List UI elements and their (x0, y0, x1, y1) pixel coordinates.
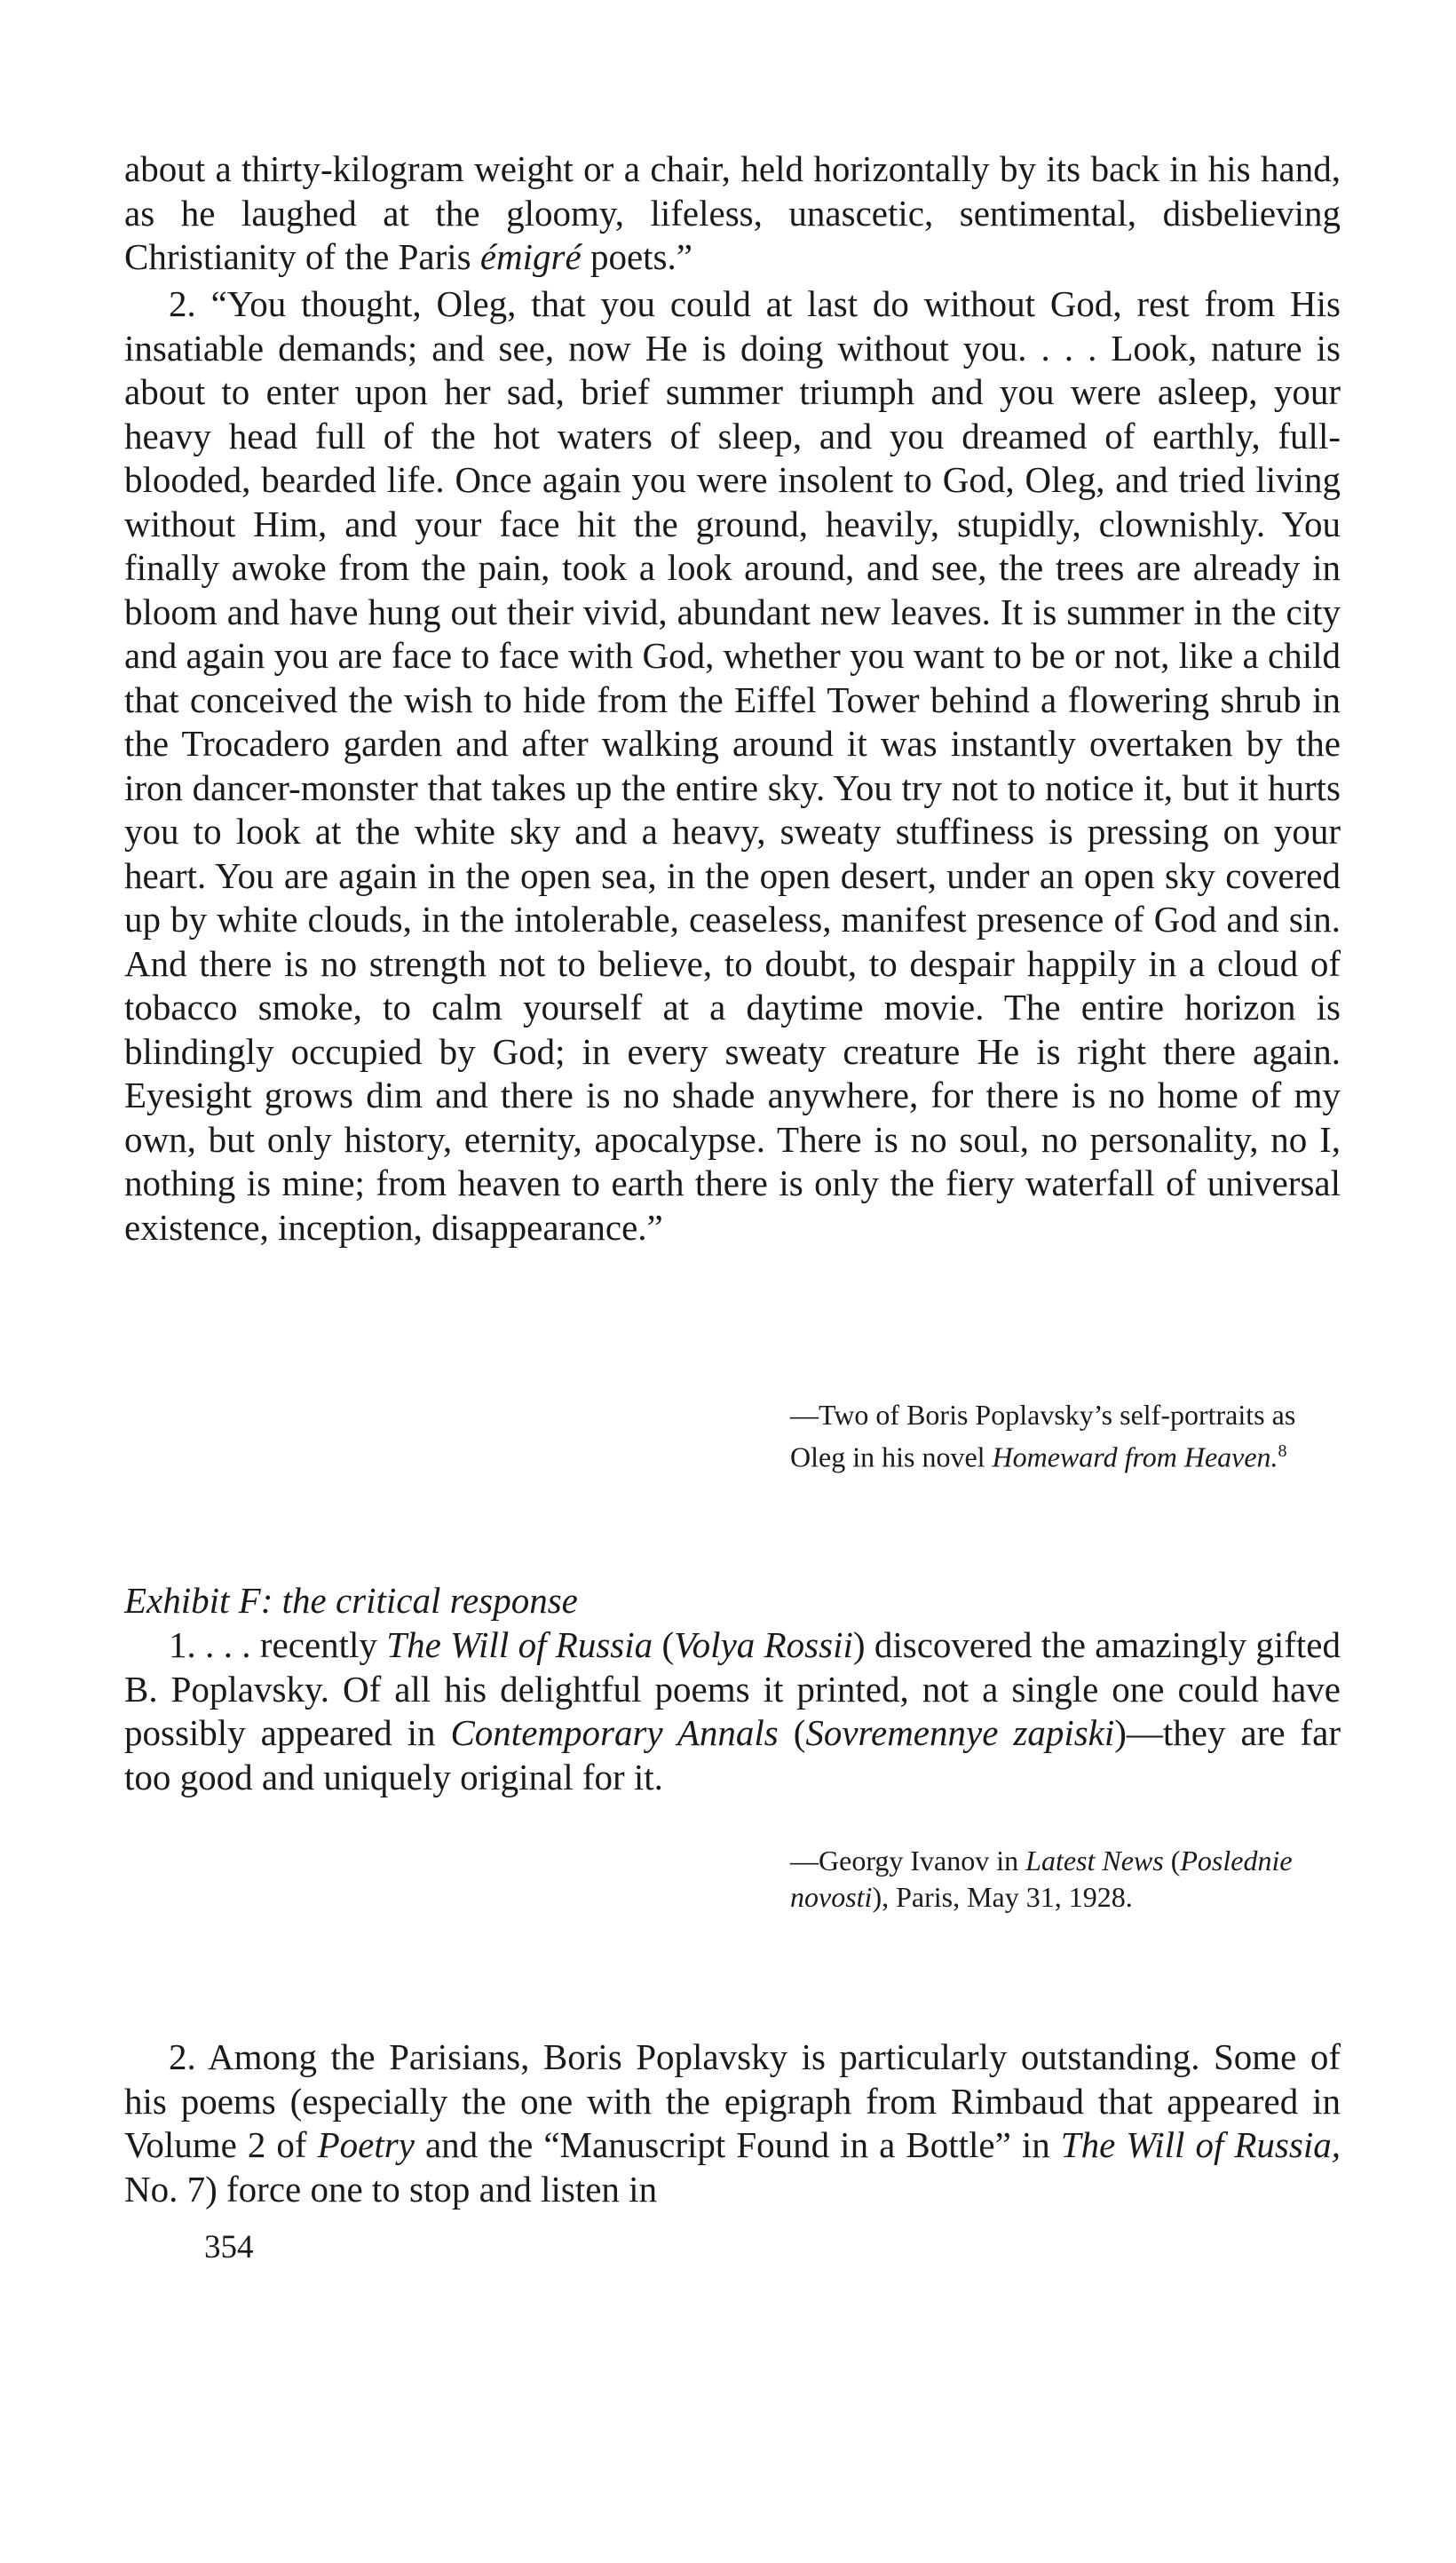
novel-title: Homeward from Heaven. (992, 1440, 1278, 1473)
exhibit-f-heading: Exhibit F: the critical response (124, 1580, 578, 1621)
attribution-text: —Georgy Ivanov in (790, 1845, 1026, 1877)
italic-word: émigré (479, 236, 582, 277)
newspaper-title-russian: Poslednie novosti (790, 1845, 1293, 1913)
item-text: 1. . . . recently (169, 1624, 387, 1665)
newspaper-title: Latest News (1025, 1845, 1164, 1877)
item-text: ( (653, 1624, 675, 1665)
critical-response-item-2 (124, 2035, 1341, 2211)
paragraph-oleg-quote-2: 2. “You thought, Oleg, that you could at last do without God, rest from His insatiable demands; and see, now He is doing without you. . . . Look, nature is about to enter upon her sad, brief summer triumph and you were asleep, your heavy head full of the hot waters of sleep, and you dreamed of earthly, full-blooded, bearded life. Once again you were insolent to God, Oleg, and tried living without Him, and your face hit the ground, heavily, stupidly, clownishly. You finally awoke from the pain, took a look around, and see, the trees are already in bloom and have hung out their vivid, abundant new leaves. It is summer in the city and again you are face to face with God, whether you want to be or not, like a child that conceived the wish to hide from the Eiffel Tower behind a flowering shrub in the Trocadero garden and after walking around it was instantly overtaken by the iron dancer-monster that takes up the entire sky. You try not to notice it, but it hurts you to look at the white sky and a heavy, sweaty stuffiness is pressing on your heart. You are again in the open sea, in the open desert, under an open sky covered up by white clouds, in the intolerable, ceaseless, manifest presence of God and sin. And there is no strength not to believe, to doubt, to despair happily in a cloud of tobacco smoke, to calm yourself at a daytime movie. The entire horizon is blindingly occupied by God; in every sweaty creature He is right there again. Eyesight grows dim and there is no shade anywhere, for there is no home of my own, but only history, eternity, apocalypse. There is no soul, no personality, no I, nothing is mine; from heaven to earth there is only the fiery waterfall of universal existence, inception, disappearance.” (124, 283, 1341, 1248)
item-text: and the “Manuscript Found in a Bottle” in (414, 2124, 1061, 2165)
item-text: No. 7) force one to stop and listen in (124, 2168, 658, 2210)
journal-title-russian: Volya Rossii (674, 1624, 853, 1665)
journal-title: Poetry (317, 2124, 415, 2165)
paragraph-text: poets.” (581, 236, 692, 277)
attribution-text: ), Paris, May 31, 1928. (872, 1881, 1133, 1913)
attribution-self-portraits (790, 1397, 1332, 1476)
attribution-ivanov (790, 1843, 1332, 1916)
journal-title: The Will of Russia, (1060, 2124, 1341, 2165)
item-text: )—they are far too good and uniquely original for it. (124, 1712, 1341, 1797)
journal-title-russian: Sovremennye zapiski (805, 1712, 1115, 1753)
journal-title: The Will of Russia (386, 1624, 653, 1665)
attribution-text: ( (1163, 1845, 1181, 1877)
footnote-marker: 8 (1278, 1441, 1287, 1461)
item-text: ) discovered the amazingly gifted B. Poplavsky. Of all his delightful poems it printed, not a single one could have possibly appeared in (124, 1624, 1341, 1753)
critical-response-item-1 (124, 1623, 1341, 1799)
journal-title: Contemporary Annals (450, 1712, 779, 1753)
item-text: ( (778, 1712, 806, 1753)
paragraph-text: about a thirty-kilogram weight or a chair, held horizontally by its back in his hand, as he laughed at the gloomy, lifeless, unascetic, sentimental, disbelieving Christianity of the Paris (124, 148, 1341, 277)
paragraph-oleg-quote-end (124, 147, 1341, 280)
attribution-text: —Two of Boris Poplavsky’s self-portraits as Oleg in his novel (790, 1399, 1296, 1473)
page-number: 354 (204, 2229, 254, 2265)
item-text: 2. Among the Parisians, Boris Poplavsky is particularly outstanding. Some of his poems (especially the one with the epigraph from Rimbaud that appeared in Volume 2 of (124, 2036, 1341, 2165)
